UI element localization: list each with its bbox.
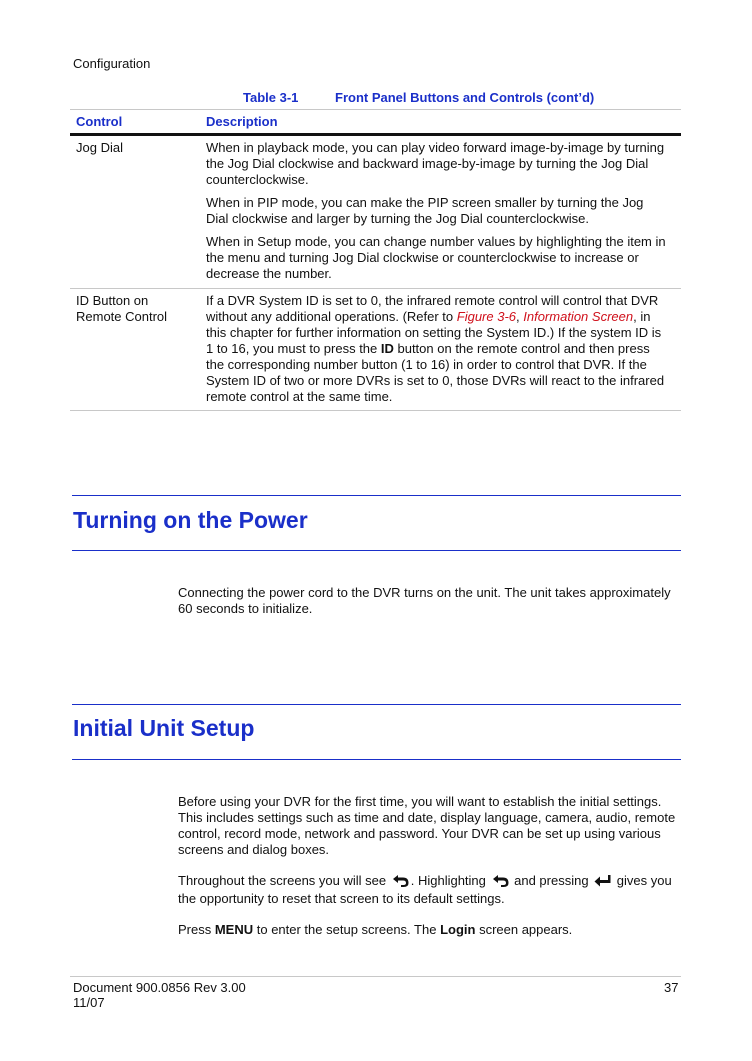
row-id-button-control: ID Button on Remote Control (76, 293, 168, 324)
table-header-rule (70, 133, 681, 136)
section-rule-bottom (72, 550, 681, 551)
power-paragraph: Connecting the power cord to the DVR turns on the unit. The unit takes approximately 60 seconds to initialize. (178, 585, 671, 616)
enter-arrow-icon (594, 875, 611, 891)
link-separator: , (516, 309, 524, 324)
undo-arrow-icon (392, 874, 409, 891)
table-bottom-rule (70, 410, 681, 411)
table-title: Front Panel Buttons and Controls (cont’d) (335, 90, 595, 105)
setup-reset-paragraph: Throughout the screens you will see . Highlighting and pressing gives you the opportunity to reset that screen to its default settings. (178, 873, 672, 906)
table-top-rule (70, 109, 681, 110)
table-row-divider (70, 288, 681, 289)
setup-menu-paragraph: Press MENU to enter the setup screens. The Login screen appears. (178, 922, 573, 937)
footer-document (73, 980, 246, 1010)
undo-arrow-icon (492, 874, 509, 891)
id-button-text-3: button on the remote control and then press the corresponding number button (1 to 16) in order to control that DVR. If the System ID of two or more DVRs is set to 0, those DVRs will react to the infrared remote control at the same time. (206, 341, 665, 404)
information-screen-link[interactable]: Information Screen (523, 309, 634, 324)
jog-dial-playback-text: When in playback mode, you can play video forward image-by-image by turning the Jog Dial clockwise and backward image-by-image by turning the Jog Dial counterclockwise. (206, 140, 665, 187)
login-screen-label: Login (440, 922, 476, 937)
setup-body (178, 794, 682, 953)
column-header-description: Description (206, 114, 278, 129)
table-caption (243, 90, 595, 105)
table-number: Table 3-1 (243, 90, 299, 105)
column-header-control: Control (76, 114, 123, 129)
menu-button-label: MENU (214, 922, 254, 937)
document-number: Document 900.0856 Rev 3.00 (73, 980, 246, 995)
section-heading-power: Turning on the Power (73, 507, 308, 533)
section-heading-setup: Initial Unit Setup (73, 715, 255, 741)
section-rule-top (72, 495, 681, 496)
section-rule-top (72, 704, 681, 705)
jog-dial-setup-text: When in Setup mode, you can change number values by highlighting the item in the menu and turning Jog Dial clockwise or counterclockwise to increase or decrease the number. (206, 234, 666, 281)
jog-dial-pip-text: When in PIP mode, you can make the PIP screen smaller by turning the Jog Dial clockwise and larger by turning the Jog Dial counterclockwise. (206, 195, 644, 226)
row-id-button-description (206, 293, 670, 405)
running-header: Configuration (73, 56, 151, 71)
document-date: 11/07 (73, 995, 105, 1010)
id-button-text-2: , in this chapter for further information on setting the System ID.) If the system ID is 1 to 16, you must to press the (206, 309, 662, 356)
id-button-text-1: If a DVR System ID is set to 0, the infrared remote control will control that DVR without any additional operations. (Refer to (206, 293, 659, 324)
footer-rule (70, 976, 681, 977)
id-button-label: ID (380, 341, 394, 356)
page-number: 37 (664, 980, 679, 995)
section-rule-bottom (72, 759, 681, 760)
setup-intro-paragraph: Before using your DVR for the first time, you will want to establish the initial settings. This includes settings such as time and date, display language, camera, audio, remote control, record mode, network and password. Your DVR can be set up using various screens and dialog boxes. (178, 794, 676, 857)
row-jog-dial-description (206, 140, 668, 289)
row-jog-dial-control: Jog Dial (76, 140, 123, 155)
figure-link[interactable]: Figure 3-6 (456, 309, 517, 324)
